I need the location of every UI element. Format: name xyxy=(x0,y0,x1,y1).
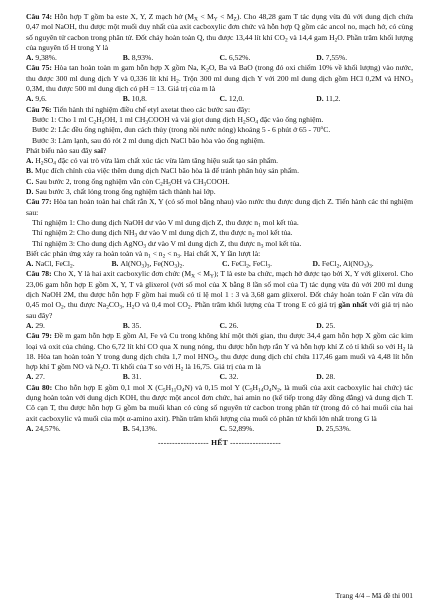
question-prompt: Phát biểu nào sau đây sai? xyxy=(26,145,107,155)
option-a: A. NaCl, FeCl$_2$. xyxy=(26,259,75,270)
question-prompt: Biết các phản ứng xảy ra hoàn toàn và $n_1 < n_2 < n_3$. Hai chất X, Y lần lượt là: xyxy=(26,248,261,260)
option-a: A. 9,6. xyxy=(26,94,47,104)
question-number: Câu 76: xyxy=(26,104,52,114)
option-c: C. 12,0. xyxy=(219,94,245,104)
step-1: Bước 1: Cho 1 ml $C_2H_5OH$, 1 ml $CH_3COOH$ và vài giọt dung dịch $H_2SO_4$ đặc vào ống nghiệm. xyxy=(32,114,324,126)
option-c: C. 6,52%. xyxy=(219,53,251,63)
option-d: D. FeCl$_2$, $Al(NO_3)_3$. xyxy=(312,259,374,270)
question-number: Câu 75: xyxy=(26,63,52,73)
option-d: D. 11,2. xyxy=(316,94,341,104)
option-b: B. 35. xyxy=(122,320,142,330)
options-80 xyxy=(26,424,413,434)
options-74 xyxy=(26,53,413,63)
option-b: B. 10,8. xyxy=(122,94,147,104)
options-77 xyxy=(26,259,413,269)
options-75 xyxy=(26,94,413,104)
option-c: C. 32. xyxy=(219,372,239,382)
option-d: D. 7,55%. xyxy=(316,53,348,63)
experiment-2: Thí nghiệm 2: Cho dung dịch $NH_3$ dư vào V ml dung dịch Z, thu được $n_2$ mol kết tủa. xyxy=(32,228,293,239)
options-79 xyxy=(26,372,413,382)
question-number: Câu 78: xyxy=(26,269,52,279)
step-2: Bước 2: Lắc đều ống nghiệm, đun cách thủy (trong nồi nước nóng) khoảng 5 - 6 phút ở 65 - 70$^o$C. xyxy=(32,125,331,135)
step-3: Bước 3: Làm lạnh, sau đó rót 2 ml dung dịch NaCl bão hòa vào ống nghiệm. xyxy=(32,135,265,145)
option-c: C. 26. xyxy=(219,320,239,330)
option-d: D. 25. xyxy=(316,320,336,330)
question-number: Câu 79: xyxy=(26,331,52,341)
option-b: B. 8,93%. xyxy=(122,53,154,63)
option-d: D. Sau bước 3, chất lỏng trong ống nghiệm tách thành hai lớp. xyxy=(26,187,216,197)
option-a: A. 27. xyxy=(26,372,45,382)
option-c: C. Sau bước 2, trong ống nghiệm vẫn còn $C_2H_5OH$ và $CH_3COOH$. xyxy=(26,176,230,188)
question-75: Câu 75: Hòa tan hoàn toàn m gam hỗn hợp X gồm Na, $K_2O$, Ba và BaO (trong đó oxi chiếm 10% về khối lượng) vào nước, thu được 300 ml dung dịch Y và 0,336 lít khí $H_2$. Trộn 300 ml dung dịch Y với 200 ml dung dịch gồm HCl 0,2M và $HNO_3$ 0,3M, thu được 500 ml dung dịch có pH = 13. Giá trị của m là xyxy=(26,63,413,94)
options-78 xyxy=(26,321,413,331)
question-number: Câu 77: xyxy=(26,197,52,207)
experiment-3: Thí nghiệm 3: Cho dung dịch AgNO$_3$ dư vào V ml dung dịch Z, thu được $n_3$ mol kết tủa. xyxy=(32,238,302,250)
option-b: B. Mục đích chính của việc thêm dung dịch NaCl bão hòa là để tránh phân hủy sản phẩm. xyxy=(26,166,299,176)
option-c: C. 52,89%. xyxy=(219,423,255,433)
question-74: Câu 74: Hỗn hợp T gồm ba este X, Y, Z mạch hở $(M_X < M_Y < M_Z)$. Cho 48,28 gam T tác dụng vừa đủ với dung dịch chứa 0,47 mol NaOH, thu được một muối duy nhất của axit cacboxylic đơn chức và hỗn hợp Q gồm các ancol no, mạch hở, có cùng số nguyên tử cacbon trong phân tử. Đốt cháy hoàn toàn Q, thu được 13,44 lít khí $CO_2$ và 14,4 gam $H_2O$. Phần trăm khối lượng của nguyên tố H trong Y là xyxy=(26,12,414,52)
option-b: B. $Al(NO_3)_3$, $Fe(NO_3)_2$. xyxy=(111,259,185,270)
question-80: Câu 80: Cho hỗn hợp E gồm 0,1 mol X $(C_5H_{11}O_4N)$ và 0,15 mol Y ($C_5H_{14}O_4N_2$, là muối của axit cacboxylic hai chức) tác dụng hoàn toàn với dung dịch KOH, thu được một ancol đơn chức, hai amin no (kế tiếp trong dãy đồng đẳng) và dung dịch T. Cô cạn T, thu được hỗn hợp G gồm ba muối khan có cùng số nguyên tử cacbon trong phân tử (trong đó có hai muối của hai axit cacboxylic và muối của một α-amino axit). Phần trăm khối lượng của muối có phân tử khối lớn nhất trong G là xyxy=(26,382,413,423)
option-d: D. 28. xyxy=(316,372,336,382)
question-76: Câu 76: Tiến hành thí nghiệm điều chế etyl axetat theo các bước sau đây: xyxy=(26,104,251,114)
question-number: Câu 74: xyxy=(26,12,53,21)
option-a: A. 29. xyxy=(26,320,45,330)
page-footer: Trang 4/4 – Mã đề thi 001 xyxy=(335,590,413,600)
question-77: Câu 77: Hòa tan hoàn toàn hai chất rắn X, Y (có số mol bằng nhau) vào nước thu được dung dịch Z. Tiến hành các thí nghiệm sau: xyxy=(26,197,414,217)
option-a: A. 9,38%. xyxy=(26,53,57,63)
option-b: B. 31. xyxy=(122,372,142,382)
question-number: Câu 80: xyxy=(26,382,53,392)
question-79: Câu 79: Đề m gam hỗn hợp E gồm Al, Fe và Cu trong không khí một thời gian, thu được 34,4 gam hỗn hợp X gồm các kim loại và oxit của chúng. Cho 6,72 lít khí CO qua X nung nóng, thu được hỗn hợp rắn Y và hỗn hợp khí Z có tỉ khối so với $H_2$ là 18. Hòa tan hoàn toàn Y trong dung dịch chứa 1,7 mol $HNO_3$, thu được dung dịch chỉ chứa 117,46 gam muối và 4,48 lít hỗn hợp khí T gồm NO và $N_2O$. Tỉ khối của T so với $H_2$ là 16,75. Giá trị của m là xyxy=(26,331,413,373)
option-d: D. 25,53%. xyxy=(316,423,351,433)
option-a: A. $H_2SO_4$ đặc có vai trò vừa làm chất xúc tác vừa làm tăng hiệu suất tạo sản phẩm. xyxy=(26,156,279,167)
option-b: B. 54,13%. xyxy=(122,423,158,433)
options-76 xyxy=(26,156,413,166)
option-a: A. 24,57%. xyxy=(26,423,61,433)
end-marker: ------------------ HẾT ------------------ xyxy=(157,438,282,448)
question-78: Câu 78: Cho X, Y là hai axit cacboxylic đơn chức $(M_X < M_Y)$; T là este ba chức, mạch hở được tạo bởi X, Y với glixerol. Cho 23,06 gam hỗn hợp E gồm X, Y, T và glixerol (với số mol của X bằng 8 lần số mol của T) tác dụng vừa đủ với 200 ml dung dịch NaOH 2M, thu được hỗn hợp F gồm hai muối có tỉ lệ mol 1 : 3 và 3,68 gam glixerol. Đốt cháy hoàn toàn F cần vừa đủ 0,45 mol $O_2$, thu được $Na_2CO_3$, $H_2O$ và 0,4 mol $CO_2$. Phần trăm khối lượng của T trong E có giá trị gần nhất với giá trị nào sau đây? xyxy=(26,269,414,320)
experiment-1: Thí nghiệm 1: Cho dung dịch NaOH dư vào V ml dung dịch Z, thu được $n_1$ mol kết tủa. xyxy=(32,217,299,229)
option-c: C. FeCl$_2$, FeCl$_3$. xyxy=(222,259,273,270)
